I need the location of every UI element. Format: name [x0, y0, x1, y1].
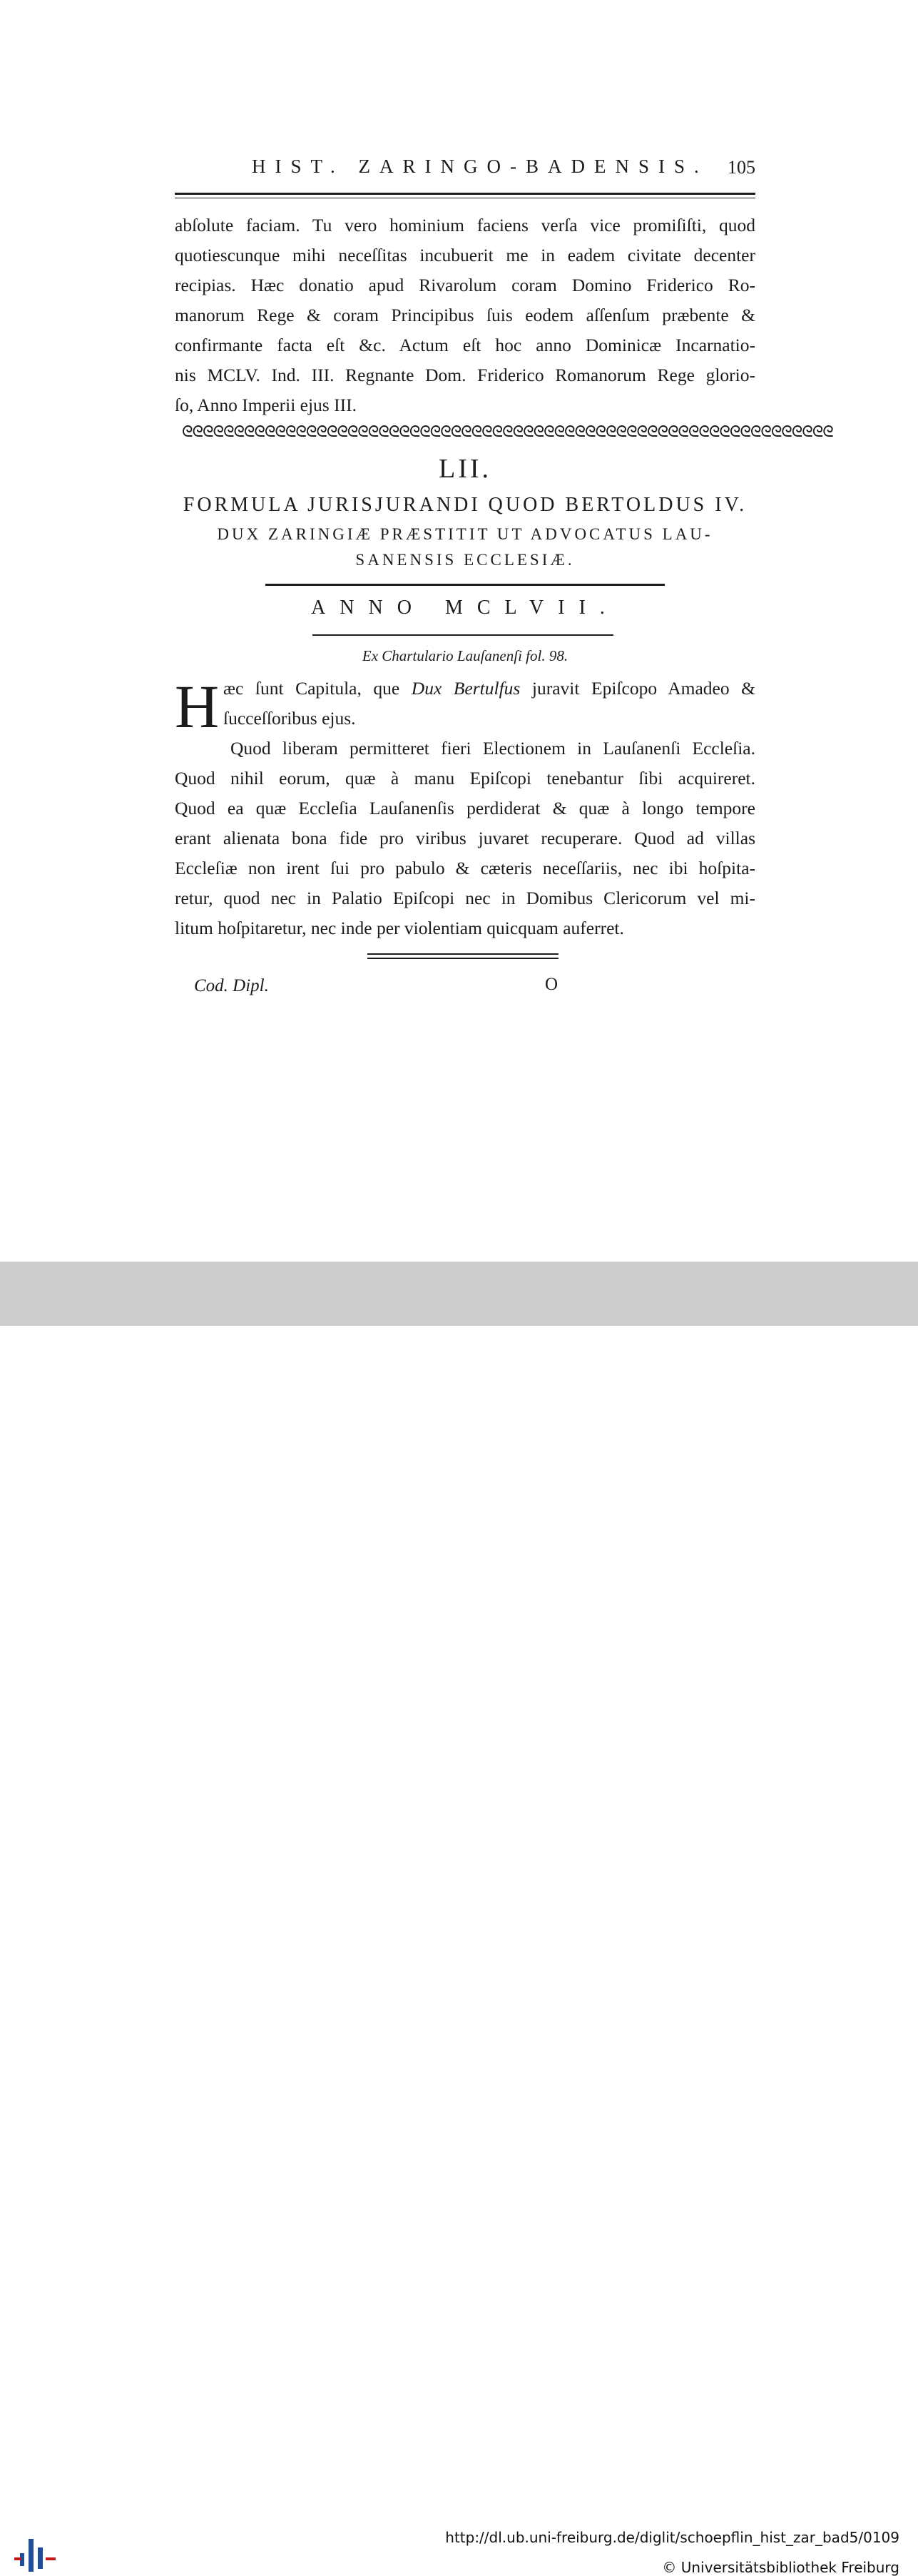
text-line: æc ſunt Capitula, que Dux Bertulfus juravit Epiſcopo Amadeo &: [223, 678, 755, 699]
section-numeral: LII.: [438, 454, 492, 484]
drop-cap: H: [175, 672, 220, 741]
paragraph-capitula: [175, 672, 755, 741]
text-line: Quod ea quæ Eccleſia Lauſanenſis perdiderat & quæ à longo tempore: [175, 798, 755, 818]
signature-mark: Cod. Dipl.: [194, 976, 269, 995]
section-year: ANNO MCLVII.: [311, 597, 619, 619]
text-line: recipias. Hæc donatio apud Rivarolum coram Domino Friderico Ro-: [175, 275, 755, 295]
viewer-footer-bar: [0, 1262, 918, 2576]
document-url-link[interactable]: http://dl.ub.uni-freiburg.de/diglit/schoepflin_hist_zar_bad5/0109: [445, 2529, 899, 2546]
section-heading-line1: FORMULA JURISJURANDI QUOD BERTOLDUS IV.: [183, 494, 748, 516]
text-line: ſo, Anno Imperii ejus III.: [175, 395, 357, 415]
continued-text: [175, 211, 755, 420]
text-line: retur, quod nec in Palatio Epiſcopi nec in Domibus Clericorum vel mi-: [175, 888, 755, 908]
gathering-mark: O: [545, 975, 559, 994]
head-rule-thick: [175, 193, 755, 195]
text-line: quotiescunque mihi neceſſitas incubuerit me in eadem civitate decenter: [175, 245, 755, 265]
text-line: erant alienata bona fide pro viribus juvaret recuperare. Quod ad villas: [175, 828, 755, 848]
text-line: Quod liberam permitteret fieri Electionem in Lauſanenſi Eccleſia.: [230, 738, 755, 759]
text-line: litum hoſpitaretur, nec inde per violentiam quicquam auferret.: [175, 918, 624, 938]
text-line: confirmante facta eſt &c. Actum eſt hoc anno Dominicæ Incarnatio-: [175, 335, 755, 355]
paragraph-oath: [175, 734, 755, 943]
running-head: [175, 156, 755, 184]
heading-divider: [265, 584, 665, 586]
text-line: manorum Rege & coram Principibus ſuis eodem aſſenſum præbente &: [175, 305, 755, 325]
running-head-title: HIST. ZARINGO-BADENSIS.: [252, 156, 708, 177]
italic-name: Dux Bertulfus: [411, 678, 521, 699]
year-divider: [312, 634, 613, 636]
text-line: nis MCLV. Ind. III. Regnante Dom. Friderico Romanorum Rege glorio-: [175, 365, 755, 385]
text-line: Quod nihil eorum, quæ à manu Epiſcopi tenebantur ſibi acquireret.: [175, 768, 755, 788]
copyright-text: © Universitätsbibliothek Freiburg: [662, 2559, 899, 2576]
section-heading-line3: SANENSIS ECCLESIÆ.: [355, 551, 575, 569]
text-line: ſucceſſoribus ejus.: [223, 708, 356, 729]
page-number: 105: [728, 157, 755, 178]
end-rule-2: [367, 958, 559, 959]
scanned-page: [0, 0, 918, 1262]
source-citation: Ex Chartulario Lauſanenſi fol. 98.: [362, 647, 568, 664]
ub-freiburg-logo-icon[interactable]: [14, 2533, 56, 2575]
section-heading-line2: DUX ZARINGIÆ PRÆSTITIT UT ADVOCATUS LAU-: [217, 525, 713, 543]
end-rule-1: [367, 953, 559, 955]
text-line: abſolute faciam. Tu vero hominium faciens verſa vice promiſiſti, quod: [175, 215, 755, 235]
ornamental-rule: ᘓᘓᘓᘓᘓᘓᘓᘓᘓᘓᘓᘓᘓᘓᘓᘓᘓᘓᘓᘓᘓᘓᘓᘓᘓᘓᘓᘓᘓᘓᘓᘓᘓᘓᘓᘓᘓᘓᘓᘓᘓᘓᘓᘓᘓᘓᘓᘓᘓᘓᘓᘓᘓᘓᘓᘓᘓᘓᘓᘓᘓᘓᘓ: [182, 422, 833, 440]
text-line: Eccleſiæ non irent ſui pro pabulo & cæteris neceſſariis, nec ibi hoſpita-: [175, 858, 755, 878]
